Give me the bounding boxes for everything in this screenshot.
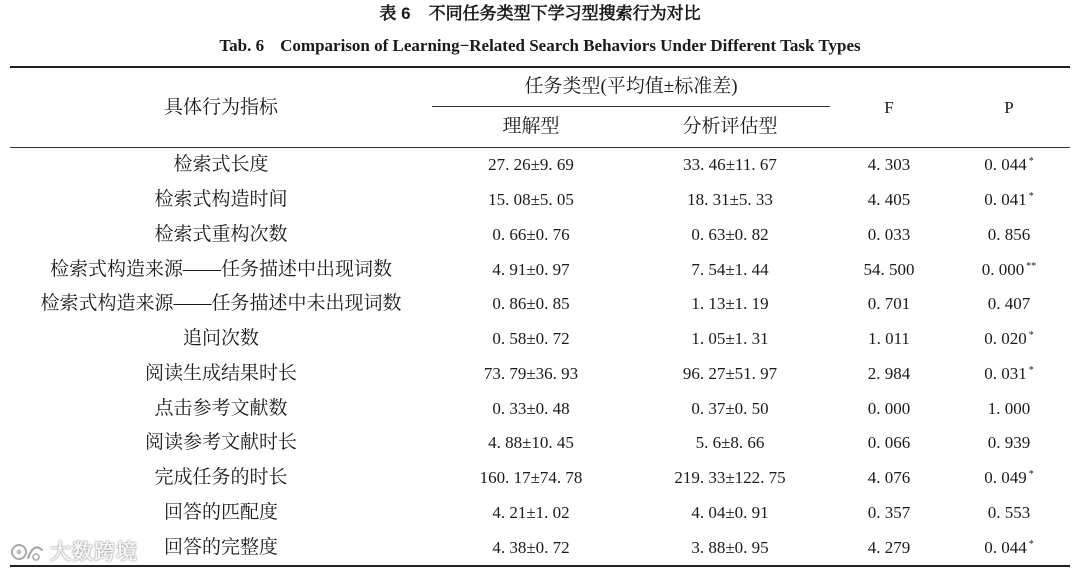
table-number-zh: 表 6 (379, 4, 411, 23)
comprehension-value: 27. 26±9. 69 (488, 155, 574, 175)
f-value: 0. 357 (867, 502, 911, 522)
indicator-cell: 回答的匹配度 (163, 501, 278, 523)
table-row (10, 148, 1070, 183)
p-value: 1. 000 (987, 398, 1031, 418)
indicator-cell: 检索式重构次数 (154, 223, 288, 245)
p-value: 0. 041 (984, 190, 1027, 210)
table-title-en: Comparison of Learning−Related Search Behaviors Under Different Task Types (280, 36, 861, 55)
indicator-cell: 检索式构造时间 (154, 189, 288, 211)
comprehension-value: 15. 08±5. 05 (488, 190, 574, 210)
p-value-cell (948, 218, 1070, 253)
comprehension-value: 73. 79±36. 93 (483, 363, 579, 383)
watermark-text: 大数跨境 (50, 541, 138, 564)
analysis-value: 33. 46±11. 67 (683, 155, 777, 175)
p-value-cell (948, 148, 1070, 183)
p-value-cell (948, 322, 1070, 357)
p-value-cell (948, 530, 1070, 566)
comprehension-value: 4. 38±0. 72 (492, 537, 570, 557)
comprehension-value: 0. 33±0. 48 (492, 398, 570, 418)
table-title-zh: 不同任务类型下学习型搜索行为对比 (428, 4, 701, 23)
comprehension-value: 4. 21±1. 02 (492, 502, 570, 522)
header-row-top (10, 67, 1070, 107)
significance-marker: * (1028, 469, 1034, 481)
analysis-value: 1. 05±1. 31 (691, 329, 769, 349)
comparison-table (10, 66, 1070, 567)
f-value: 4. 303 (867, 155, 911, 175)
table-header (10, 67, 1070, 148)
p-value-cell (948, 357, 1070, 392)
p-value: 0. 049 (984, 468, 1027, 488)
indicator-cell: 检索式长度 (173, 154, 269, 176)
significance-marker: * (1028, 156, 1034, 168)
table-row (10, 183, 1070, 218)
analysis-value: 18. 31±5. 33 (687, 190, 773, 210)
p-value-cell (948, 252, 1070, 287)
analysis-value: 3. 88±0. 95 (691, 537, 769, 557)
significance-marker: * (1028, 538, 1034, 550)
analysis-value: 1. 13±1. 19 (691, 294, 769, 314)
analysis-value: 0. 37±0. 50 (691, 398, 769, 418)
significance-marker: * (1028, 330, 1034, 342)
analysis-value: 96. 27±51. 97 (682, 363, 778, 383)
p-value: 0. 044 (984, 155, 1027, 175)
p-value: 0. 044 (984, 537, 1027, 557)
indicator-cell: 阅读参考文献时长 (144, 432, 297, 454)
table-body (10, 148, 1070, 567)
analysis-value: 0. 63±0. 82 (691, 224, 769, 244)
indicator-cell: 点击参考文献数 (154, 397, 288, 419)
header-f: F (830, 67, 948, 148)
p-value-cell (948, 391, 1070, 426)
p-value: 0. 020 (984, 329, 1027, 349)
p-value-cell (948, 183, 1070, 218)
indicator-cell: 回答的完整度 (163, 536, 278, 558)
f-value: 0. 000 (867, 398, 911, 418)
analysis-value: 219. 33±122. 75 (674, 468, 786, 488)
indicator-cell: 检索式构造来源——任务描述中出现词数 (49, 258, 392, 280)
f-value: 4. 279 (867, 537, 911, 557)
comprehension-value: 0. 66±0. 76 (492, 224, 570, 244)
significance-marker: * (1028, 191, 1034, 203)
indicator-cell: 检索式构造来源——任务描述中未出现词数 (40, 293, 402, 315)
f-value: 4. 405 (867, 190, 911, 210)
p-value: 0. 553 (987, 502, 1031, 522)
table-row (10, 218, 1070, 253)
header-p: P (948, 67, 1070, 148)
f-value: 4. 076 (867, 468, 911, 488)
header-analysis: 分析评估型 (630, 107, 830, 148)
comprehension-value: 4. 88±10. 45 (488, 433, 574, 453)
comprehension-value: 160. 17±74. 78 (479, 468, 583, 488)
p-value: 0. 856 (987, 224, 1031, 244)
f-value: 0. 701 (867, 294, 911, 314)
comprehension-value: 4. 91±0. 97 (492, 259, 570, 279)
p-value-cell (948, 426, 1070, 461)
table-row (10, 461, 1070, 496)
p-value-cell (948, 496, 1070, 531)
f-value: 0. 033 (867, 224, 911, 244)
table-row (10, 322, 1070, 357)
significance-marker: * (1028, 364, 1034, 376)
header-indicator: 具体行为指标 (10, 67, 432, 148)
table-row (10, 391, 1070, 426)
table-caption-en (0, 35, 1080, 57)
analysis-value: 5. 6±8. 66 (695, 433, 765, 453)
p-value: 0. 031 (984, 363, 1027, 383)
header-task-type: 任务类型(平均值±标准差) (432, 67, 830, 107)
p-value-cell (948, 287, 1070, 322)
f-value: 1. 011 (868, 329, 910, 349)
f-value: 0. 066 (867, 433, 911, 453)
table-number-en: Tab. 6 (219, 36, 265, 55)
analysis-value: 7. 54±1. 44 (691, 259, 769, 279)
f-value: 54. 500 (863, 259, 915, 279)
comprehension-value: 0. 58±0. 72 (492, 329, 570, 349)
table-row (10, 496, 1070, 531)
p-value: 0. 000 (981, 259, 1025, 279)
f-value: 2. 984 (867, 363, 911, 383)
table-row (10, 426, 1070, 461)
table-row (10, 530, 1070, 566)
header-comprehension: 理解型 (432, 107, 630, 148)
table-caption-zh (0, 3, 1080, 25)
p-value: 0. 407 (987, 294, 1031, 314)
p-value-cell (948, 461, 1070, 496)
table-row (10, 252, 1070, 287)
indicator-cell: 完成任务的时长 (154, 467, 288, 489)
comprehension-value: 0. 86±0. 85 (492, 294, 570, 314)
analysis-value: 4. 04±0. 91 (691, 502, 769, 522)
table-row (10, 287, 1070, 322)
indicator-cell: 追问次数 (182, 328, 259, 350)
table-row (10, 357, 1070, 392)
indicator-cell: 阅读生成结果时长 (144, 362, 297, 384)
significance-marker: ** (1026, 260, 1037, 272)
p-value: 0. 939 (987, 433, 1031, 453)
